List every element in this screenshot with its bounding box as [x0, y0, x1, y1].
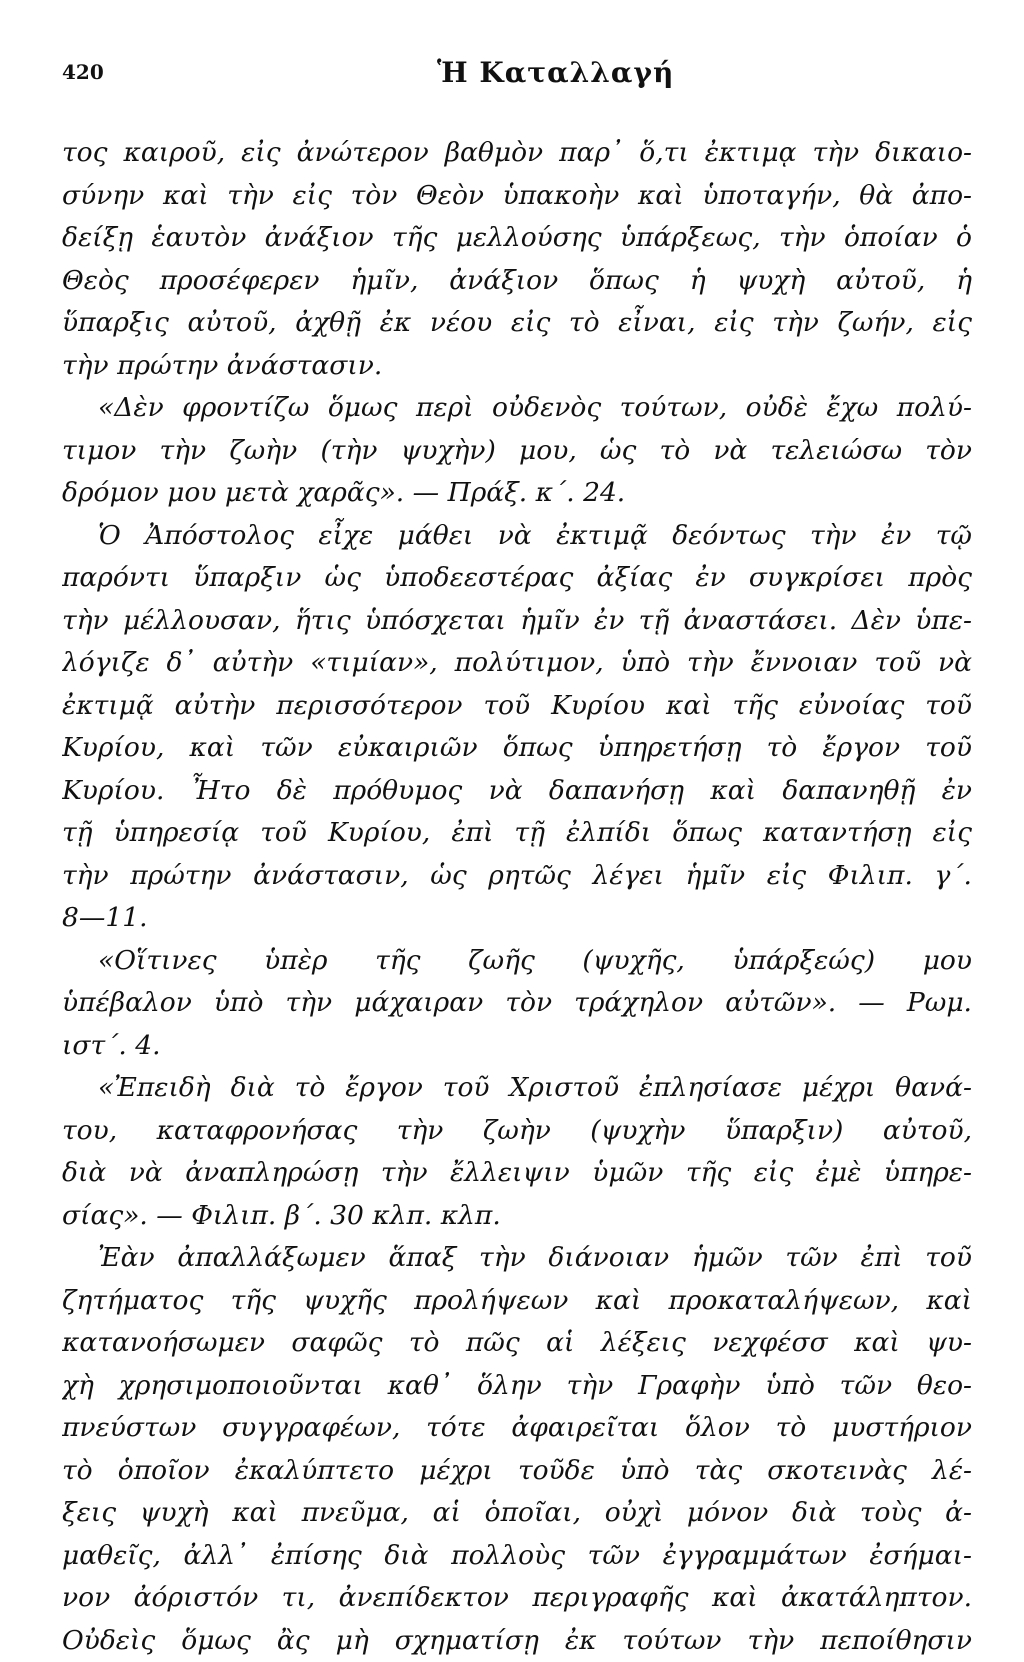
- text-line: τιμον τὴν ζωὴν (τὴν ψυχὴν) μου, ὡς τὸ νὰ τελειώσω τὸν: [62, 430, 972, 473]
- page-header: [62, 56, 962, 96]
- text-line: Κυρίου, καὶ τῶν εὐκαιριῶν ὅπως ὑπηρετήσῃ τὸ ἔργον τοῦ: [62, 727, 972, 770]
- text-line: πνεύστων συγγραφέων, τότε ἀφαιρεῖται ὅλον τὸ μυστήριον: [62, 1407, 972, 1450]
- text-line: κατανοήσωμεν σαφῶς τὸ πῶς αἱ λέξεις νεχφέσσ καὶ ψυ-: [62, 1322, 972, 1365]
- text-line: ξεις ψυχὴ καὶ πνεῦμα, αἱ ὁποῖαι, οὐχὶ μόνον διὰ τοὺς ἀ-: [62, 1492, 972, 1535]
- text-line: μαθεῖς, ἀλλ᾽ ἐπίσης διὰ πολλοὺς τῶν ἐγγραμμάτων ἐσήμαι-: [62, 1535, 972, 1578]
- text-line: σίας». — Φιλιπ. β΄. 30 κλπ. κλπ.: [62, 1195, 972, 1238]
- text-line: τὴν πρώτην ἀνάστασιν, ὡς ρητῶς λέγει ἡμῖν εἰς Φιλιπ. γ΄.: [62, 855, 972, 898]
- text-line: χὴ χρησιμοποιοῦνται καθ᾽ ὅλην τὴν Γραφὴν ὑπὸ τῶν θεο-: [62, 1365, 972, 1408]
- text-line: τὸ ὁποῖον ἐκαλύπτετο μέχρι τοῦδε ὑπὸ τὰς σκοτεινὰς λέ-: [62, 1450, 972, 1493]
- text-line: νον ἀόριστόν τι, ἀνεπίδεκτον περιγραφῆς καὶ ἀκατάληπτον.: [62, 1577, 972, 1620]
- text-line: Οὐδεὶς ὅμως ἂς μὴ σχηματίσῃ ἐκ τούτων τὴν πεποίθησιν: [62, 1620, 972, 1662]
- text-line: Κυρίου. Ἦτο δὲ πρόθυμος νὰ δαπανήσῃ καὶ δαπανηθῇ ἐν: [62, 770, 972, 813]
- text-line: ὕπαρξις αὐτοῦ, ἀχθῇ ἐκ νέου εἰς τὸ εἶναι, εἰς τὴν ζωήν, εἰς: [62, 302, 972, 345]
- text-line: «Οἵτινες ὑπὲρ τῆς ζωῆς (ψυχῆς, ὑπάρξεώς) μου: [62, 940, 972, 983]
- text-line: τὴν πρώτην ἀνάστασιν.: [62, 345, 972, 388]
- text-line: «Ἐπειδὴ διὰ τὸ ἔργον τοῦ Χριστοῦ ἐπλησίασε μέχρι θανά-: [62, 1067, 972, 1110]
- text-line: Ὁ Ἀπόστολος εἶχε μάθει νὰ ἐκτιμᾷ δεόντως τὴν ἐν τῷ: [62, 515, 972, 558]
- text-line: Ἐὰν ἀπαλλάξωμεν ἅπαξ τὴν διάνοιαν ἡμῶν τῶν ἐπὶ τοῦ: [62, 1237, 972, 1280]
- running-title: Ἡ Καταλλαγή: [437, 56, 674, 89]
- text-line: δείξῃ ἑαυτὸν ἀνάξιον τῆς μελλούσης ὑπάρξεως, τὴν ὁποίαν ὁ: [62, 217, 972, 260]
- text-line: διὰ νὰ ἀναπληρώσῃ τὴν ἔλλειψιν ὑμῶν τῆς εἰς ἐμὲ ὑπηρε-: [62, 1152, 972, 1195]
- text-line: ἐκτιμᾷ αὐτὴν περισσότερον τοῦ Κυρίου καὶ τῆς εὐνοίας τοῦ: [62, 685, 972, 728]
- text-line: παρόντι ὕπαρξιν ὡς ὑποδεεστέρας ἀξίας ἐν συγκρίσει πρὸς: [62, 557, 972, 600]
- text-line: τος καιροῦ, εἰς ἀνώτερον βαθμὸν παρ᾽ ὅ,τι ἐκτιμᾳ τὴν δικαιο-: [62, 132, 972, 175]
- text-line: του, καταφρονήσας τὴν ζωὴν (ψυχὴν ὕπαρξιν) αὐτοῦ,: [62, 1110, 972, 1153]
- text-line: Θεὸς προσέφερεν ἡμῖν, ἀνάξιον ὅπως ἡ ψυχὴ αὐτοῦ, ἡ: [62, 260, 972, 303]
- text-line: λόγιζε δ᾽ αὐτὴν «τιμίαν», πολύτιμον, ὑπὸ τὴν ἔννοιαν τοῦ νὰ: [62, 642, 972, 685]
- text-line: τῇ ὑπηρεσίᾳ τοῦ Κυρίου, ἐπὶ τῇ ἐλπίδι ὅπως καταντήσῃ εἰς: [62, 812, 972, 855]
- text-line: «Δὲν φροντίζω ὅμως περὶ οὐδενὸς τούτων, οὐδὲ ἔχω πολύ-: [62, 387, 972, 430]
- text-line: ὑπέβαλον ὑπὸ τὴν μάχαιραν τὸν τράχηλον αὐτῶν». — Ρωμ.: [62, 982, 972, 1025]
- text-line: σύνην καὶ τὴν εἰς τὸν Θεὸν ὑπακοὴν καὶ ὑποταγήν, θὰ ἀπο-: [62, 175, 972, 218]
- text-line: δρόμον μου μετὰ χαρᾶς». — Πράξ. κ΄. 24.: [62, 472, 972, 515]
- text-line: τὴν μέλλουσαν, ἥτις ὑπόσχεται ἡμῖν ἐν τῇ ἀναστάσει. Δὲν ὑπε-: [62, 600, 972, 643]
- text-line: 8—11.: [62, 897, 972, 940]
- text-line: ζητήματος τῆς ψυχῆς προλήψεων καὶ προκαταλήψεων, καὶ: [62, 1280, 972, 1323]
- page-number: 420: [62, 60, 104, 84]
- text-line: ιστ΄. 4.: [62, 1025, 972, 1068]
- body-text: [62, 132, 972, 1662]
